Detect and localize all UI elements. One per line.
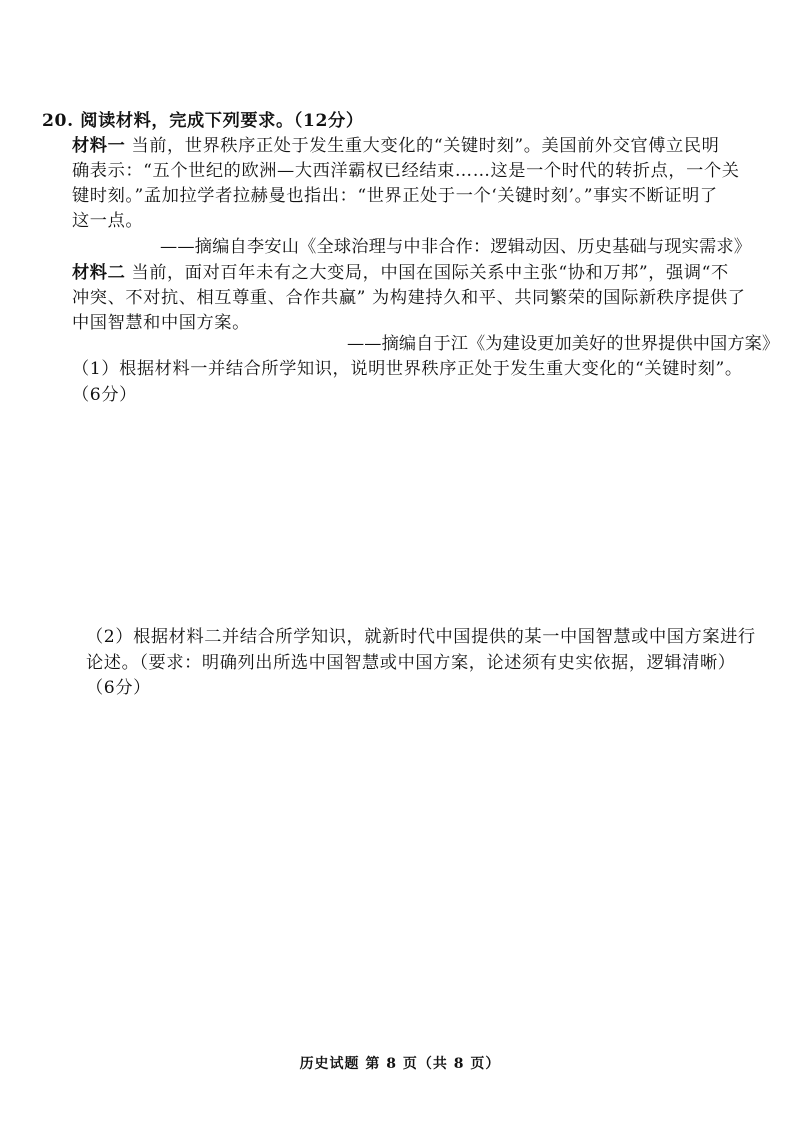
part2-line2: 论述。（要求：明确列出所选中国智慧或中国方案，论述须有史实依据，逻辑清晰） [86,653,736,673]
material2-line3: 中国智慧和中国方案。 [72,313,250,333]
material1-line1 [72,135,719,157]
material2-source: ——摘编自于江《为建设更加美好的世界提供中国方案》 [347,334,780,354]
material1-source: ——摘编自李安山《全球治理与中非合作：逻辑动因、历史基础与现实需求》 [160,237,752,257]
material2-label: 材料二 [72,263,126,283]
material2-line1-text: 当前，面对百年未有之大变局，中国在国际关系中主张“协和万邦”，强调“不 [125,263,729,283]
material1-line1-text: 当前，世界秩序正处于发生重大变化的“关键时刻”。美国前外交官傅立民明 [125,136,720,156]
part2-line1: （2）根据材料二并结合所学知识，就新时代中国提供的某一中国智慧或中国方案进行 [86,627,756,647]
material1-label: 材料一 [72,136,126,156]
material2-line2: 冲突、不对抗、相互尊重、合作共赢” 为构建持久和平、共同繁荣的国际新秩序提供了 [72,288,746,308]
part1-line2: （6分） [72,385,137,405]
page-footer: 历史试题 第 8 页（共 8 页） [299,1056,501,1072]
material1-line3: 键时刻。”孟加拉学者拉赫曼也指出：“世界正处于一个‘关键时刻’。”事实不断证明了 [72,186,718,206]
material2-line1 [72,262,729,284]
part2-line3: （6分） [86,678,151,698]
question-title: 20. 阅读材料，完成下列要求。（12分） [42,111,364,131]
material1-line4: 这一点。 [72,211,144,231]
material1-line2: 确表示：“五个世纪的欧洲—大西洋霸权已经结束……这是一个时代的转折点，一个关 [72,161,740,181]
part1-line1: （1）根据材料一并结合所学知识，说明世界秩序正处于发生重大变化的“关键时刻”。 [72,359,743,379]
